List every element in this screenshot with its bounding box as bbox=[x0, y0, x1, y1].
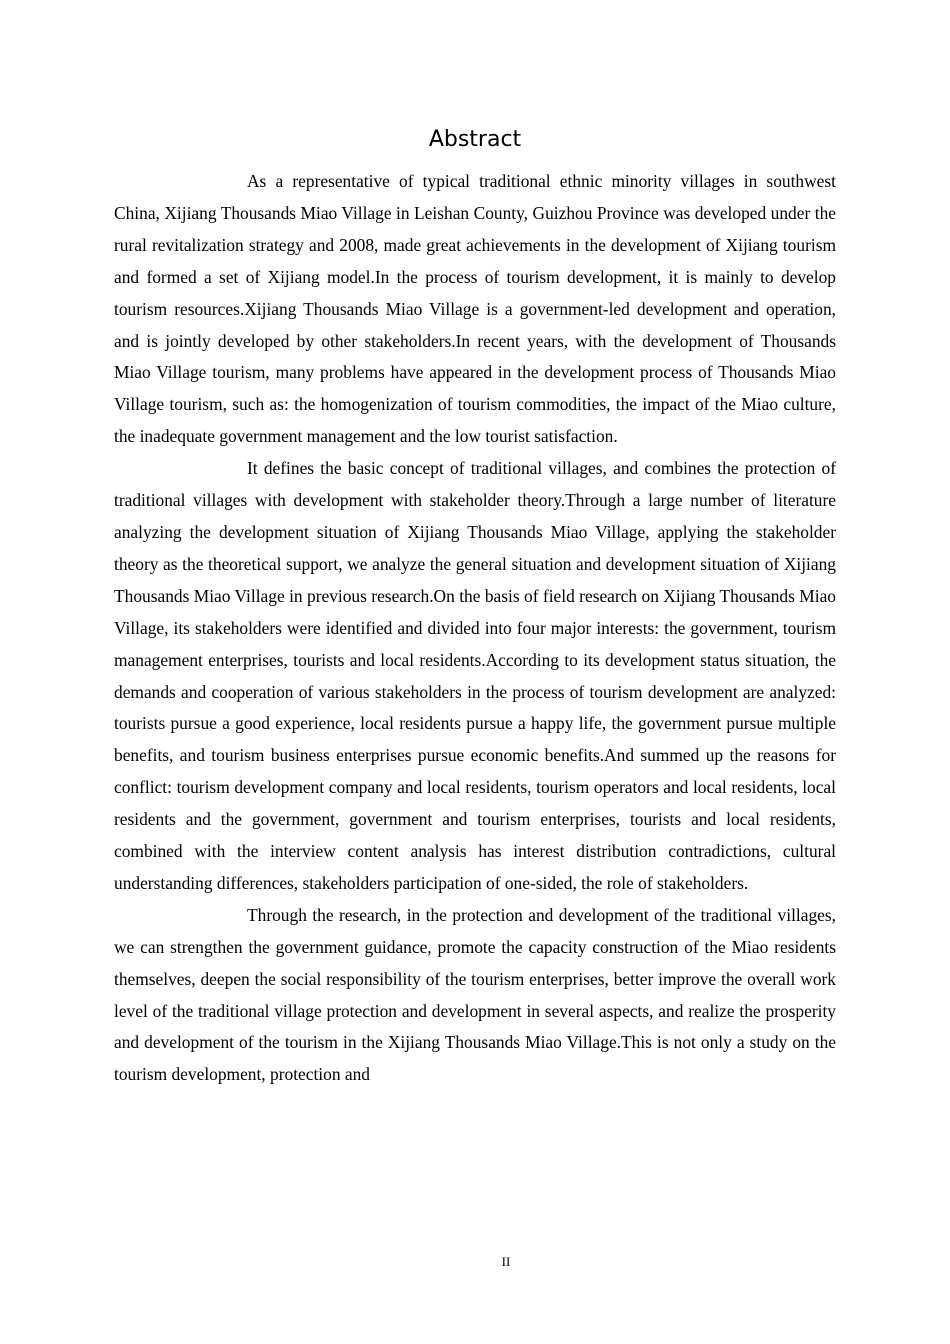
abstract-body bbox=[114, 166, 836, 1091]
abstract-paragraph-2: It defines the basic concept of traditional villages, and combines the protection of traditional villages with development with stakeholder theory.Through a large number of literature analyzing the development situation of Xijiang Thousands Miao Village, applying the stakeholder theory as the theoretical support, we analyze the general situation and development situation of Xijiang Thousands Miao Village in previous research.On the basis of field research on Xijiang Thousands Miao Village, its stakeholders were identified and divided into four major interests: the government, tourism management enterprises, tourists and local residents.According to its development status situation, the demands and cooperation of various stakeholders in the process of tourism development are analyzed: tourists pursue a good experience, local residents pursue a happy life, the government pursue multiple benefits, and tourism business enterprises pursue economic benefits.And summed up the reasons for conflict: tourism development company and local residents, tourism operators and local residents, local residents and the government, government and tourism enterprises, tourists and local residents, combined with the interview content analysis has interest distribution contradictions, cultural understanding differences, stakeholders participation of one-sided, the role of stakeholders. bbox=[114, 458, 836, 893]
abstract-paragraph-1: As a representative of typical traditional ethnic minority villages in southwest China, Xijiang Thousands Miao Village in Leishan County, Guizhou Province was developed under the rural revitalization strategy and 2008, made great achievements in the development of Xijiang tourism and formed a set of Xijiang model.In the process of tourism development, it is mainly to develop tourism resources.Xijiang Thousands Miao Village is a government-led development and operation, and is jointly developed by other stakeholders.In recent years, with the development of Thousands Miao Village tourism, many problems have appeared in the development process of Thousands Miao Village tourism, such as: the homogenization of tourism commodities, the impact of the Miao culture, the inadequate government management and the low tourist satisfaction. bbox=[114, 171, 836, 447]
page-number: II bbox=[501, 1254, 511, 1269]
abstract-paragraph-3: Through the research, in the protection and development of the traditional villages, we can strengthen the government guidance, promote the capacity construction of the Miao residents themselves, deepen the social responsibility of the tourism enterprises, better improve the overall work level of the traditional village protection and development in several aspects, and realize the prosperity and development of the tourism in the Xijiang Thousands Miao Village.This is not only a study on the tourism development, protection and bbox=[114, 904, 836, 1085]
abstract-title: Abstract bbox=[428, 127, 522, 152]
